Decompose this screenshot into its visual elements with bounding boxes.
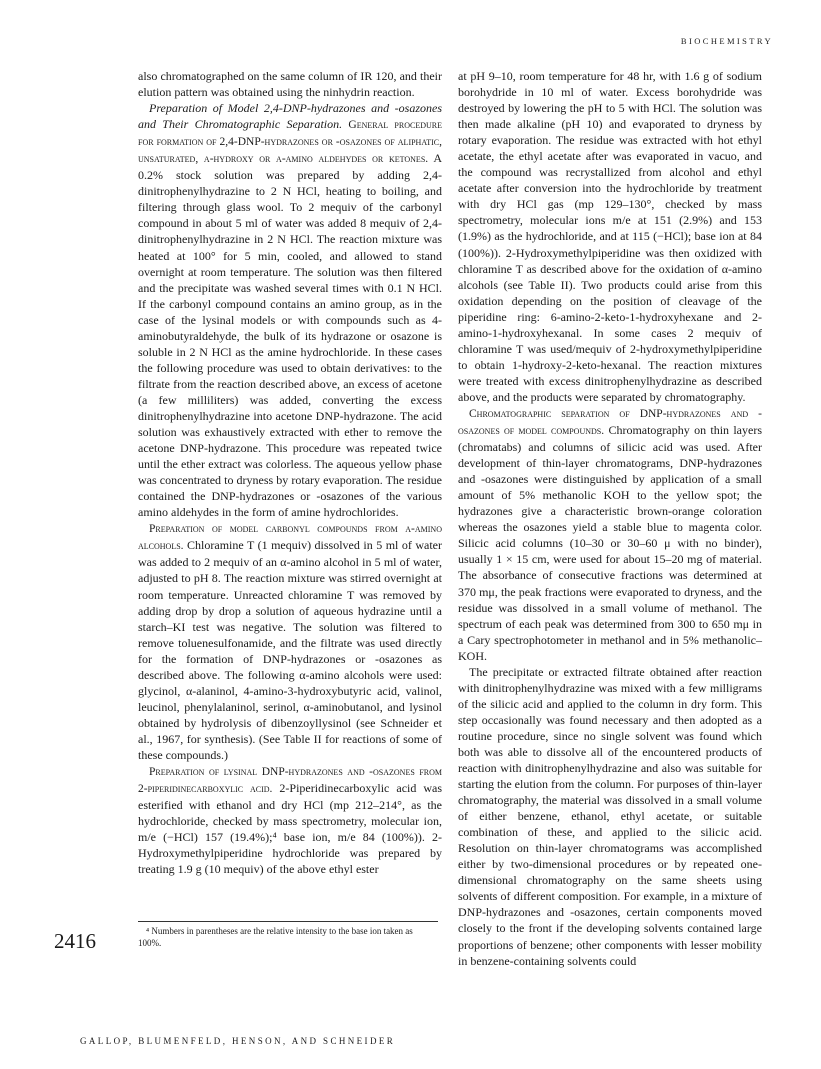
- paragraph: at pH 9–10, room temperature for 48 hr, with 1.6 g of sodium borohydride in 10 ml of water. Excess borohydride was destroyed by lowering the pH to 5 with HCl. The solution was then made alkaline (pH 10) and evaporated to dryness by rotary evaporation. The residue was extracted with hot ethyl acetate, the ethyl acetate after was evaporated in vacuo, and the compound was recrystallized from alcohol and ethyl acetate after conversion into the hydrochloride by treatment with dry HCl gas (mp 129–130°, checked by mass spectrometry, molecular ions m/e at 151 (2.9%) and 153 (1.9%) as the hydrochloride, and at 115 (−HCl); base ion at 84 (100%)). 2-Hydroxymethylpiperidine was then oxidized with chloramine T as described above for the oxidation of α-amino alcohols (see Table II). Two products could arise from this oxidation depending on the position of cleavage of the piperidine ring: 6-amino-2-keto-1-hydroxyhexane and 2-amino-1-hydroxyhexanal. In some cases 2 mequiv of chloramine T was used/mequiv of 2-hydroxymethylpiperidine to obtain 1-hydroxy-2-keto-hexanal. The reaction mixtures were treated with excess dinitrophenylhydrazine as described above, and the products were separated by chromatography.: [458, 69, 762, 404]
- subsection-heading: Preparation of lysinal DNP-hydrazones and -osazones from 2-piperidinecarboxylic acid.: [138, 766, 442, 796]
- paragraph: [138, 763, 442, 877]
- paragraph-text: Chromatography on thin layers (chromatabs) and columns of silicic acid was used. After development of thin-layer chromatograms, DNP-hydrazones and -osazones were distinguished by application of a small amount of 5% methanolic KOH to the yellow spot; the hydrazones give a characteristic brown-orange coloration whereas the osazones yield a stable blue to magenta color. Silicic acid columns (10–30 or 30–60 μ with no binder), usually 1 × 15 cm, were used for about 15–20 mg of material. The absorbance of consecutive fractions was determined at 370 mμ, the peak fractions were evaporated to dryness, and the residue was dissolved in a small volume of methanol. The spectrum of each peak was determined from 300 to 650 mμ in a Cary spectrophotometer in methanol and in 5% methanolic–KOH.: [458, 423, 763, 663]
- author-footer: GALLOP, BLUMENFELD, HENSON, AND SCHNEIDER: [80, 1036, 396, 1046]
- footnote-text: ⁴ Numbers in parentheses are the relative intensity to the base ion taken as 100%.: [138, 926, 413, 948]
- journal-header: BIOCHEMISTRY: [680, 36, 773, 46]
- subsection-heading: General procedure for formation of 2,4-DNP-hydrazones or -osazones of aliphatic, unsaturated, α-hydroxy or α-amino aldehydes or ketones.: [138, 119, 442, 166]
- paragraph: [138, 100, 442, 520]
- left-column: [138, 68, 442, 877]
- subsection-heading: Chromatographic separation of DNP-hydrazones and -osazones of model compounds.: [458, 407, 762, 438]
- paragraph-text: A 0.2% stock solution was prepared by adding 2,4-dinitrophenylhydrazine to 2 N HCl, heating to boiling, and filtering through glass wool. To 2 mequiv of the carbonyl compound in about 5 ml of water was added 8 mequiv of 2,4-dinitrophenylhydrazine in 2 N HCl. The reaction mixture was heated at 100° for 5 min, cooled, and allowed to stand overnight at room temperature. The solution was then filtered and the precipitate was washed several times with 0.1 N HCl. If the carbonyl compound contains an amino group, as in the case of the lysinal models or with compounds such as 4-aminobutyraldehyde, the bulk of its hydrazone or osazone is soluble in 2 N HCl as the amine hydrochloride. In these cases the following procedure was used to obtain derivatives: to the filtrate from the reaction described above, an excess of acetone (a few milliliters) was added, converting the excess dinitrophenylhydrazine into acetone DNP-hydrazone. The acid solution was exhaustively extracted with ether to remove the acetone DNP-hydrazone. This procedure was repeated twice until the ether extract was colorless. The aqueous yellow phase was concentrated to dryness by rotary evaporation. The residue contained the DNP-hydrazones or -osazones of the various amino aldehydes in the form of amine hydrochlorides.: [138, 151, 442, 520]
- paragraph-text: Chloramine T (1 mequiv) dissolved in 5 ml of water was added to 2 mequiv of an α-amino alcohol in 5 ml of water, adjusted to pH 8. The reaction mixture was stirred overnight at room temperature. Unreacted chloramine T was removed by adding drop by drop a solution of aqueous hydrazine until a starch–KI test was negative. The solution was filtered to remove toluenesulfonamide, and the filtrate was used directly for the formation of DNP-hydrazones or -osazones as described above. The following α-amino alcohols were used: glycinol, α-alaninol, 4-amino-3-hydroxybutyric acid, valinol, leucinol, phenylalaninol, serinol, α-aminobutanol, and lysinol obtained by hydrolysis of dibenzoyllysinol (see Schneider et al., 1967, for synthesis). (See Table II for reactions of some of these compounds.): [138, 538, 442, 762]
- footnote: [138, 921, 438, 949]
- page-number: 2416: [54, 929, 96, 953]
- paragraph: also chromatographed on the same column of IR 120, and their elution pattern was obtained using the ninhydrin reaction.: [138, 69, 442, 100]
- section-heading: Preparation of Model 2,4-DNP-hydrazones and -osazones and Their Chromatographic Separation.: [138, 101, 442, 132]
- right-column: [458, 68, 762, 969]
- paragraph: [458, 405, 762, 664]
- paragraph: The precipitate or extracted filtrate obtained after reaction with dinitrophenylhydrazine was mixed with a few milligrams of the silicic acid and applied to the column in dry form. This step occasionally was found necessary and then adopted as a routine procedure, since no single solvent was found which both was able to dissolve all of the encountered products of reaction with dinitrophenylhydrazine and also was suitable for starting the elution from the column. For purposes of thin-layer chromatography, the material was dissolved in a small volume of either benzene, ethanol, ethyl acetate, or suitable combination of these, and applied to the silicic acid. Resolution on thin-layer chromatograms was accomplished either by two-dimensional procedures or by repeated one-dimensional chromatography on the same sheets using solvents of different composition. For example, in a mixture of DNP-hydrazones and -osazones, certain components moved closely to the front if the developing solvents contained large proportions of benzene; other components with lesser mobility in benzene-containing solvents could: [458, 664, 762, 968]
- subsection-heading: Preparation of model carbonyl compounds from α-amino alcohols.: [138, 523, 442, 553]
- paragraph: [138, 520, 442, 763]
- paragraph-text: 2-Piperidinecarboxylic acid was esterified with ethanol and dry HCl (mp 212–214°, as the hydrochloride, checked by mass spectrometry, molecular ion, m/e (−HCl) 157 (19.4%);⁴ base ion, m/e 84 (100%)). 2-Hydroxymethylpiperidine hydrochloride was prepared by treating 1.9 g (10 mequiv) of the above ethyl ester: [138, 781, 442, 877]
